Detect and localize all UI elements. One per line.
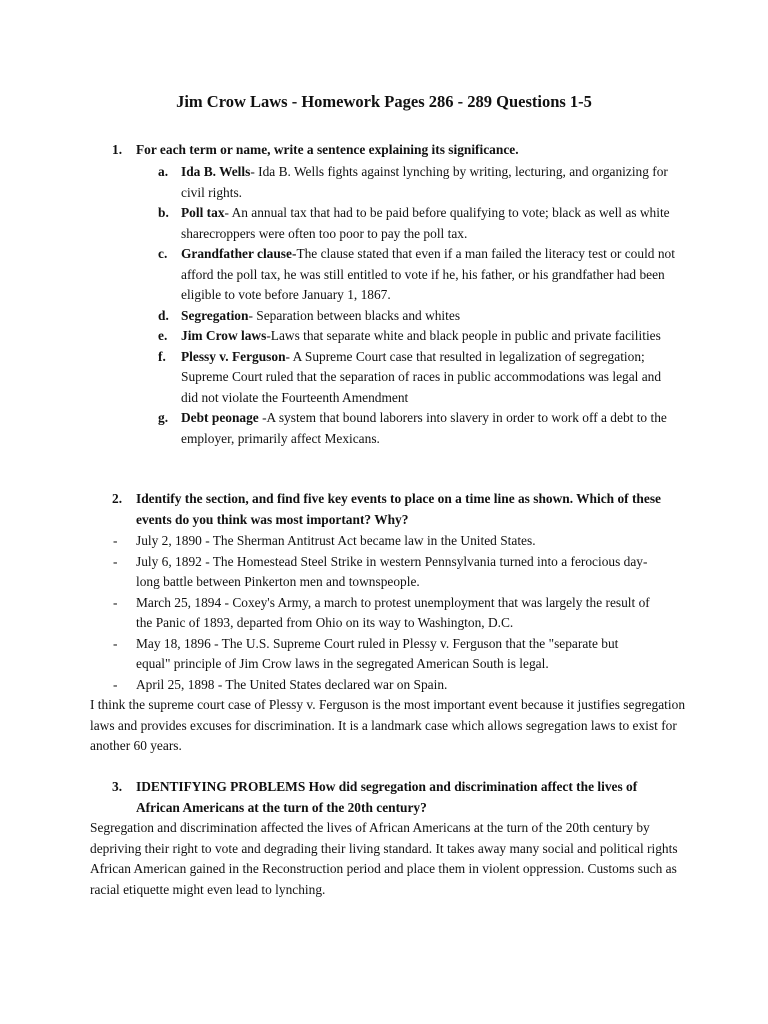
term-definition: - A Supreme Court case that resulted in legalization of segregation; Supreme Court ruled that the separation of races in public accommodations was legal and did not violate the Fourteenth Amendment [181,348,662,405]
term-name: Debt peonage [181,410,259,425]
timeline-event: - May 18, 1896 - The U.S. Supreme Court ruled in Plessy v. Ferguson that the "separate but equal" principle of Jim Crow laws in the segregated American South is legal. [113,634,653,675]
term-letter: c. [158,246,168,261]
question-1-term-list [158,162,678,449]
term-name: Ida B. Wells [181,164,251,179]
term-definition: The clause stated that even if a man failed the literacy test or could not afford the poll tax, he was still entitled to vote if he, his father, or his grandfather had been eligible to vote before January 1, 1867. [181,246,675,302]
term-item-d [158,306,678,327]
question-3-prompt: IDENTIFYING PROBLEMS How did segregation and discrimination affect the lives of African Americans at the turn of the 20th century? [136,779,638,815]
term-name: Poll tax [181,205,225,220]
term-letter: f. [158,348,166,364]
term-definition: -A system that bound laborers into slavery in order to work off a debt to the employer, primarily affect Mexicans. [181,410,667,446]
term-item-b [158,203,678,244]
term-item-a [158,162,678,203]
timeline-event-list [113,531,653,695]
timeline-event-text: July 2, 1890 - The Sherman Antitrust Act became law in the United States. [136,533,536,548]
term-definition: - An annual tax that had to be paid before qualifying to vote; black as well as white sharecroppers were often too poor to pay the poll tax. [181,205,670,241]
term-name: Grandfather clause- [181,246,297,261]
timeline-event-text: March 25, 1894 - Coxey's Army, a march to protest unemployment that was largely the result of the Panic of 1893, departed from Ohio on its way to Washington, D.C. [136,594,650,630]
timeline-event: - July 6, 1892 - The Homestead Steel Strike in western Pennsylvania turned into a ferocious day-long battle between Pinkerton men and townspeople. [113,552,653,593]
term-item-e [158,326,678,347]
term-item-g [158,408,678,449]
term-name: Plessy v. Ferguson [181,348,286,364]
term-letter: d. [158,307,169,323]
timeline-event: - July 2, 1890 - The Sherman Antitrust Act became law in the United States. [113,531,653,552]
term-definition: - Separation between blacks and whites [248,307,461,323]
term-name: Segregation [181,307,249,323]
timeline-event-text: July 6, 1892 - The Homestead Steel Strike in western Pennsylvania turned into a ferocious day-long battle between Pinkerton men and townspeople. [136,553,648,589]
term-item-f [158,347,678,409]
term-letter: a. [158,164,169,179]
question-3-number: 3. [112,779,123,794]
timeline-event: - April 25, 1898 - The United States declared war on Spain. [113,675,653,696]
timeline-event-text: April 25, 1898 - The United States declared war on Spain. [136,676,448,692]
question-1-number: 1. [112,142,123,157]
term-name: Jim Crow laws [181,328,267,343]
question-2-answer: I think the supreme court case of Plessy v. Ferguson is the most important event because it justifies segregation laws and provides excuses for discrimination. It is a landmark case which allows segregation laws to exist for another 60 years. [90,697,686,753]
term-letter: b. [158,205,169,220]
term-definition: - Ida B. Wells fights against lynching by writing, lecturing, and organizing for civil rights. [181,164,668,200]
term-definition: -Laws that separate white and black people in public and private facilities [266,328,661,343]
timeline-event: - March 25, 1894 - Coxey's Army, a march to protest unemployment that was largely the result of the Panic of 1893, departed from Ohio on its way to Washington, D.C. [113,593,653,634]
document-title: Jim Crow Laws - Homework Pages 286 - 289 Questions 1-5 [176,92,592,111]
question-2-number: 2. [112,491,123,506]
question-3-answer: Segregation and discrimination affected the lives of African Americans at the turn of the 20th century by depriving their right to vote and degrading their living standard. It takes away many social and political rights African American gained in the Reconstruction period and place them in violent oppression. Customs such as racial etiquette might even lead to lynching. [90,820,678,897]
term-item-c [158,244,678,306]
timeline-event-text: May 18, 1896 - The U.S. Supreme Court ruled in Plessy v. Ferguson that the "separate but equal" principle of Jim Crow laws in the segregated American South is legal. [136,635,619,671]
term-letter: g. [158,410,169,425]
term-letter: e. [158,328,168,343]
question-2-prompt: Identify the section, and find five key events to place on a time line as shown. Which of these events do you think was most important? Why? [136,491,661,527]
question-1-prompt: For each term or name, write a sentence explaining its significance. [136,142,519,157]
